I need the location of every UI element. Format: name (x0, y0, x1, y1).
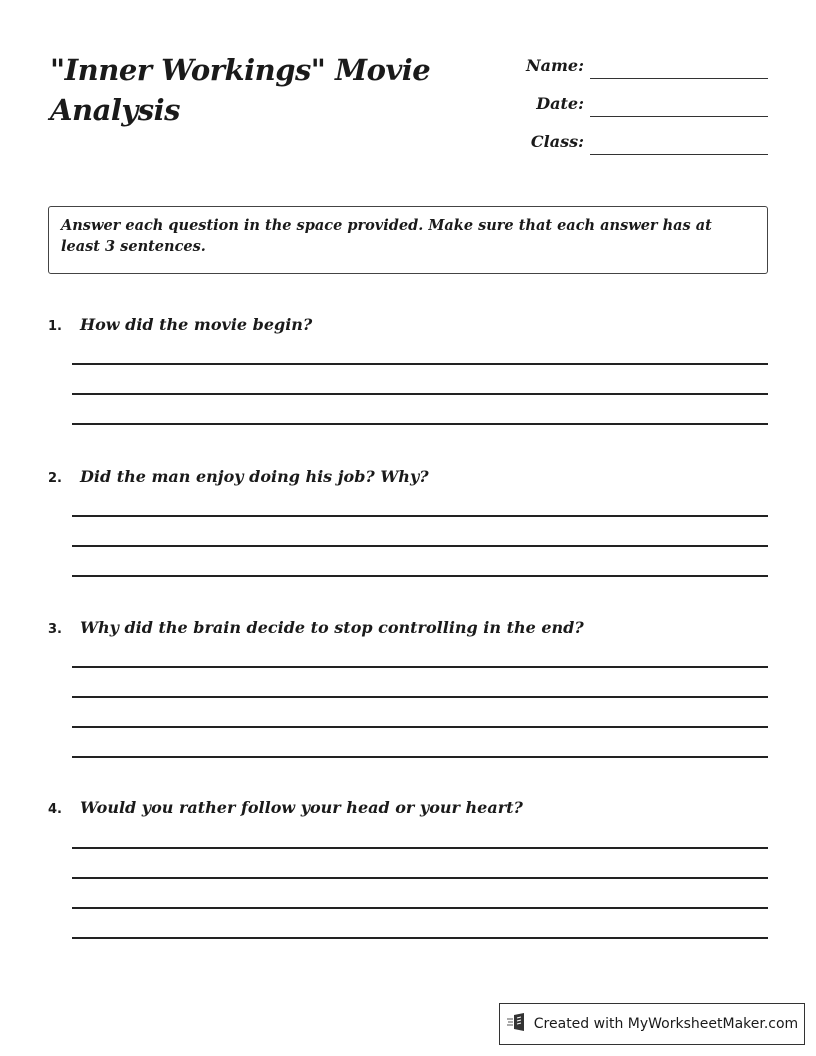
class-label: Class: (530, 132, 584, 151)
name-field[interactable] (500, 49, 770, 79)
answer-line[interactable] (72, 696, 768, 698)
instructions-box: Answer each question in the space provided. Make sure that each answer has at least 3 sentences. (48, 206, 768, 274)
date-field[interactable] (500, 87, 770, 117)
class-field[interactable] (500, 125, 770, 155)
question-2 (48, 467, 429, 486)
question-text: Would you rather follow your head or your heart? (80, 798, 523, 817)
question-text: Did the man enjoy doing his job? Why? (80, 467, 429, 486)
date-label: Date: (536, 94, 584, 113)
footer-credit[interactable] (499, 1003, 805, 1045)
class-line[interactable] (590, 154, 768, 155)
question-number: 4. (48, 802, 62, 817)
question-4 (48, 798, 523, 817)
question-1 (48, 315, 312, 334)
answer-line[interactable] (72, 393, 768, 395)
answer-line[interactable] (72, 666, 768, 668)
worksheet-title: "Inner Workings" Movie Analysis (50, 53, 431, 127)
name-line[interactable] (590, 78, 768, 79)
answer-line[interactable] (72, 937, 768, 939)
answer-line[interactable] (72, 515, 768, 517)
answer-line[interactable] (72, 907, 768, 909)
answer-line[interactable] (72, 363, 768, 365)
name-label: Name: (525, 56, 584, 75)
question-text: Why did the brain decide to stop controlling in the end? (80, 618, 584, 637)
question-3 (48, 618, 584, 637)
answer-line[interactable] (72, 756, 768, 758)
answer-line[interactable] (72, 423, 768, 425)
answer-line[interactable] (72, 545, 768, 547)
question-text: How did the movie begin? (80, 315, 313, 334)
date-line[interactable] (590, 116, 768, 117)
question-number: 1. (48, 319, 62, 334)
question-number: 2. (48, 471, 62, 486)
question-number: 3. (48, 622, 62, 637)
footer-text: Created with MyWorksheetMaker.com (533, 1016, 799, 1032)
answer-line[interactable] (72, 575, 768, 577)
worksheet-logo-icon (506, 1012, 528, 1036)
answer-line[interactable] (72, 847, 768, 849)
answer-line[interactable] (72, 726, 768, 728)
answer-line[interactable] (72, 877, 768, 879)
